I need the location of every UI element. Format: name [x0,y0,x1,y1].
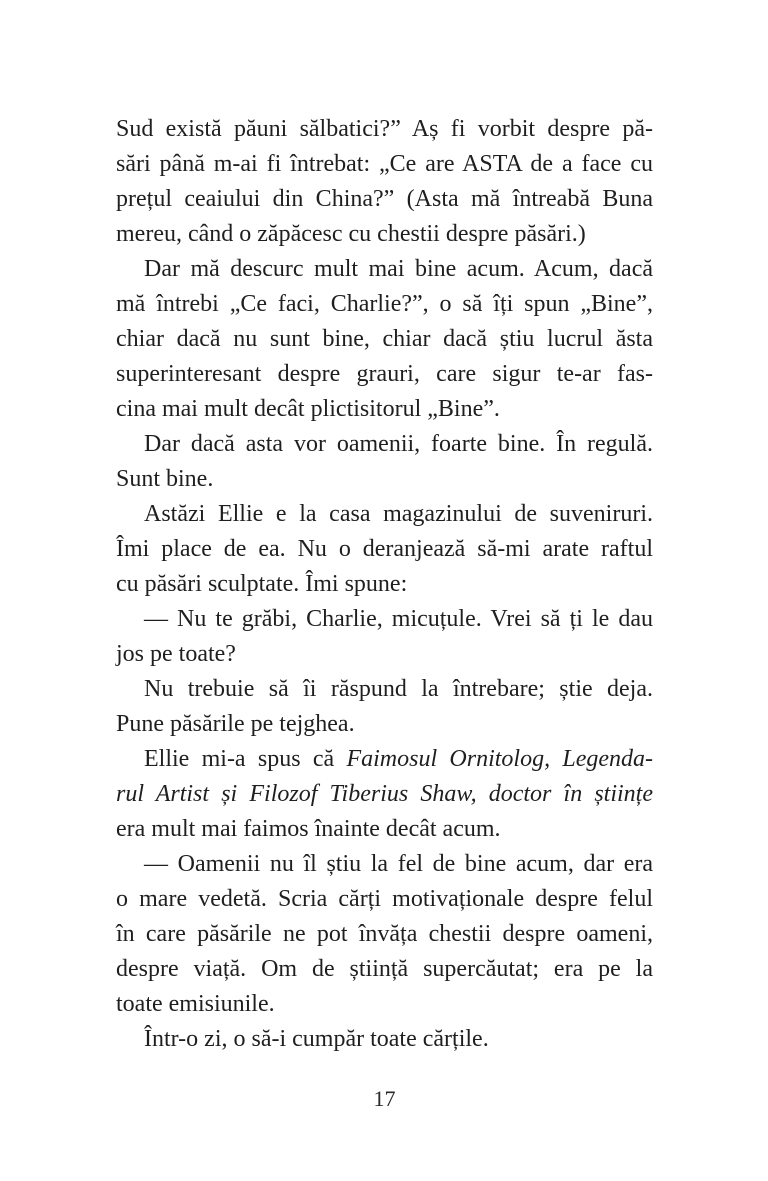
text-segment: mă întrebi „Ce faci, Charlie?”, o să îți spun „Bine”, [116,291,653,317]
text-segment: o mare vedetă. Scria cărți motivaționale despre felul [116,886,653,912]
text-line [116,847,653,882]
text-line [116,147,653,182]
text-line [116,777,653,812]
text-segment: cu păsări sculptate. Îmi spune: [116,571,408,597]
text-line [116,917,653,952]
text-segment: Ellie mi-a spus că [144,746,347,772]
text-segment: — Oamenii nu îl știu la fel de bine acum, dar era [144,851,653,877]
text-line [116,1022,653,1057]
text-segment: sări până m-ai fi întrebat: „Ce are ASTA de a face cu [116,151,653,177]
text-segment: prețul ceaiului din China?” (Asta mă întreabă Buna [116,186,653,212]
text-segment: Dar mă descurc mult mai bine acum. Acum, dacă [144,256,653,282]
text-line [116,462,653,497]
text-line [116,952,653,987]
text-segment: mereu, când o zăpăcesc cu chestii despre păsări.) [116,221,586,247]
text-line [116,392,653,427]
text-line [116,287,653,322]
text-line [116,532,653,567]
italic-text-segment: rul Artist și Filozof Tiberius Shaw, doctor în științe [116,781,653,807]
text-line [116,742,653,777]
text-line [116,497,653,532]
text-line [116,707,653,742]
italic-text-segment: Faimosul Ornitolog, Legenda- [346,746,653,772]
text-segment: superinteresant despre grauri, care sigur te-ar fas- [116,361,653,387]
text-segment: Pune păsările pe tejghea. [116,711,355,737]
text-segment: Nu trebuie să îi răspund la întrebare; știe deja. [144,676,653,702]
text-line [116,567,653,602]
text-segment: era mult mai faimos înainte decât acum. [116,816,501,842]
text-segment: despre viață. Om de știință supercăutat; era pe la [116,956,653,982]
text-segment: chiar dacă nu sunt bine, chiar dacă știu lucrul ăsta [116,326,653,352]
text-line [116,602,653,637]
text-line [116,182,653,217]
text-line [116,357,653,392]
text-line [116,672,653,707]
text-line [116,252,653,287]
text-segment: în care păsările ne pot învăța chestii despre oameni, [116,921,653,947]
text-segment: Sunt bine. [116,466,214,492]
text-segment: Îmi place de ea. Nu o deranjează să-mi arate raftul [116,536,653,562]
text-segment: toate emisiunile. [116,991,275,1017]
text-line [116,637,653,672]
text-segment: — Nu te grăbi, Charlie, micuțule. Vrei să ți le dau [144,606,653,632]
text-segment: Sud există păuni sălbatici?” Aș fi vorbit despre pă- [116,116,653,142]
text-line [116,322,653,357]
text-segment: cina mai mult decât plictisitorul „Bine”. [116,396,500,422]
text-segment: Dar dacă asta vor oamenii, foarte bine. În regulă. [144,431,653,457]
text-line [116,427,653,462]
text-line [116,812,653,847]
text-segment: Astăzi Ellie e la casa magazinului de suveniruri. [144,501,653,527]
body-text [116,112,653,1057]
text-line [116,987,653,1022]
text-line [116,882,653,917]
text-line [116,112,653,147]
text-line [116,217,653,252]
text-segment: jos pe toate? [116,641,236,667]
text-segment: Într-o zi, o să-i cumpăr toate cărțile. [144,1026,489,1052]
page-number: 17 [373,1086,396,1111]
